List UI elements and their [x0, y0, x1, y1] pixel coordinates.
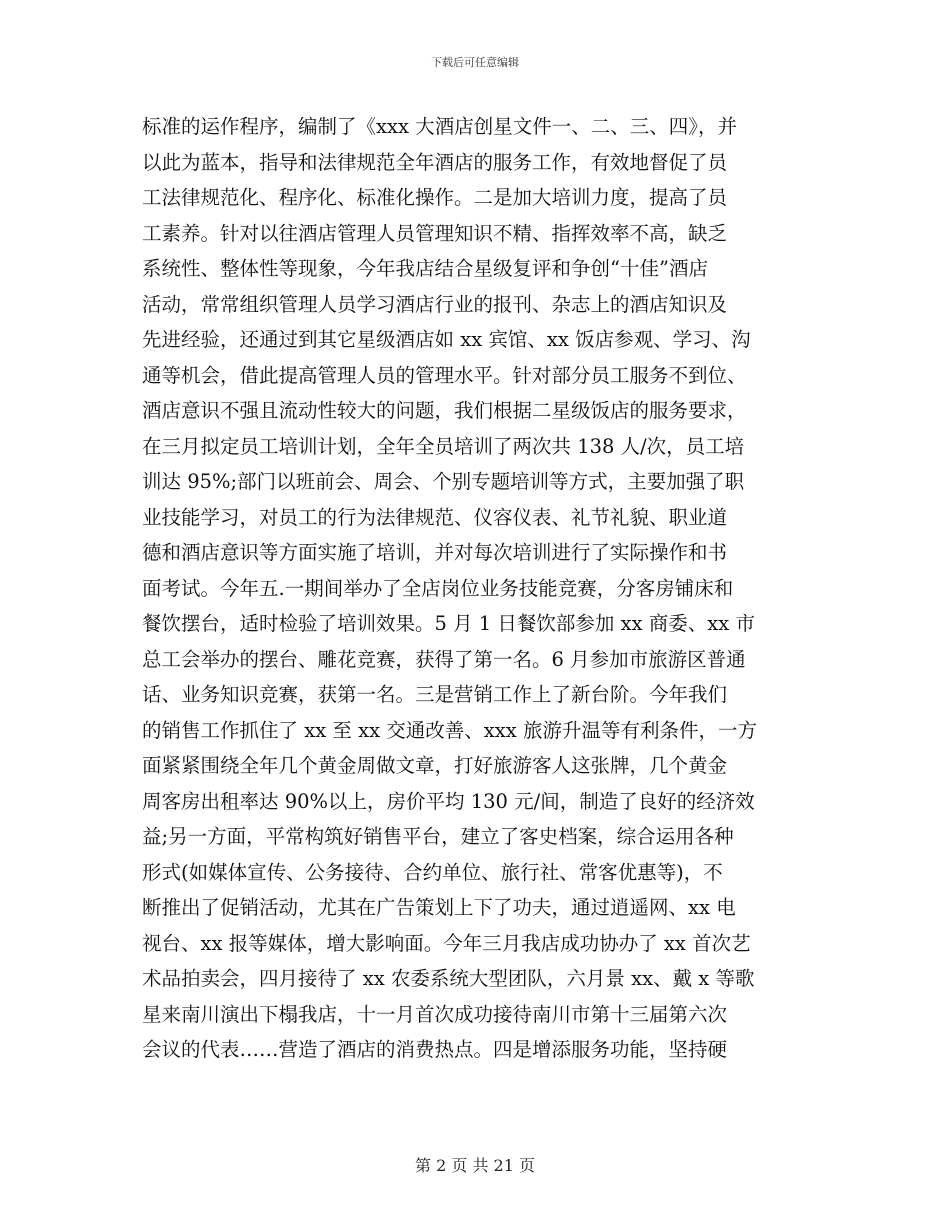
- text-line: 会议的代表……营造了酒店的消费热点。四是增添服务功能，坚持硬: [142, 1038, 728, 1061]
- text-line: 面考试。今年五.一期间举办了全店岗位业务技能竞赛，分客房铺床和: [142, 576, 734, 600]
- text-line: 在三月拟定员工培训计划，全年全员培训了两次共 138 人/次，员工培: [142, 434, 745, 458]
- text-line: 话、业务知识竞赛，获第一名。三是营销工作上了新台阶。今年我们: [142, 683, 728, 706]
- text-line: 益;另一方面，平常构筑好销售平台，建立了客史档案，综合运用各种: [142, 825, 734, 848]
- text-line: 酒店意识不强且流动性较大的问题，我们根据二星级饭店的服务要求，: [142, 399, 747, 422]
- text-line: 标准的运作程序，编制了《xxx 大酒店创星文件一、二、三、四》，并: [142, 115, 737, 138]
- text-line: 工素养。针对以往酒店管理人员管理知识不精、指挥效率不高，缺乏: [142, 221, 728, 245]
- text-line: 星来南川演出下榻我店，十一月首次成功接待南川市第十三届第六次: [142, 1002, 728, 1026]
- body-text: [142, 109, 806, 1068]
- text-line: 术品拍卖会，四月接待了 xx 农委系统大型团队，六月景 xx、戴 x 等歌: [142, 967, 755, 990]
- text-line: 餐饮摆台，适时检验了培训效果。5 月 1 日餐饮部参加 xx 商委、xx 市: [142, 612, 755, 635]
- text-line: 通等机会，借此提高管理人员的管理水平。针对部分员工服务不到位、: [142, 363, 747, 387]
- text-line: 以此为蓝本，指导和法律规范全年酒店的服务工作，有效地督促了员: [142, 150, 728, 174]
- text-line: 的销售工作抓住了 xx 至 xx 交通改善、xxx 旅游升温等有利条件，一方: [142, 718, 757, 742]
- text-line: 形式(如媒体宣传、公务接待、合约单位、旅行社、常客优惠等)，不: [142, 860, 723, 884]
- text-line: 德和酒店意识等方面实施了培训，并对每次培训进行了实际操作和书: [142, 541, 728, 564]
- text-line: 先进经验，还通过到其它星级酒店如 xx 宾馆、xx 饭店参观、学习、沟: [142, 328, 751, 351]
- page-number-footer: 第 2 页 共 21 页: [415, 1156, 535, 1175]
- text-line: 工法律规范化、程序化、标准化操作。二是加大培训力度，提高了员: [142, 186, 728, 209]
- text-line: 面紧紧围绕全年几个黄金周做文章，打好旅游客人这张牌，几个黄金: [142, 754, 728, 777]
- text-line: 视台、xx 报等媒体，增大影响面。今年三月我店成功协办了 xx 首次艺: [142, 931, 751, 955]
- text-line: 活动，常常组织管理人员学习酒店行业的报刊、杂志上的酒店知识及: [142, 292, 728, 316]
- header-note: 下载后可任意编辑: [431, 56, 519, 69]
- text-line: 断推出了促销活动，尤其在广告策划上下了功夫，通过逍遥网、xx 电: [142, 896, 736, 919]
- text-line: 总工会举办的摆台、雕花竞赛，获得了第一名。6 月参加市旅游区普通: [142, 647, 746, 671]
- text-line: 周客房出租率达 90%以上，房价平均 130 元/间，制造了良好的经济效: [142, 789, 755, 813]
- text-line: 训达 95%;部门以班前会、周会、个别专题培训等方式，主要加强了职: [142, 470, 745, 493]
- text-line: 系统性、整体性等现象，今年我店结合星级复评和争创“十佳”酒店: [142, 257, 708, 280]
- text-line: 业技能学习，对员工的行为法律规范、仪容仪表、礼节礼貌、职业道: [142, 505, 728, 529]
